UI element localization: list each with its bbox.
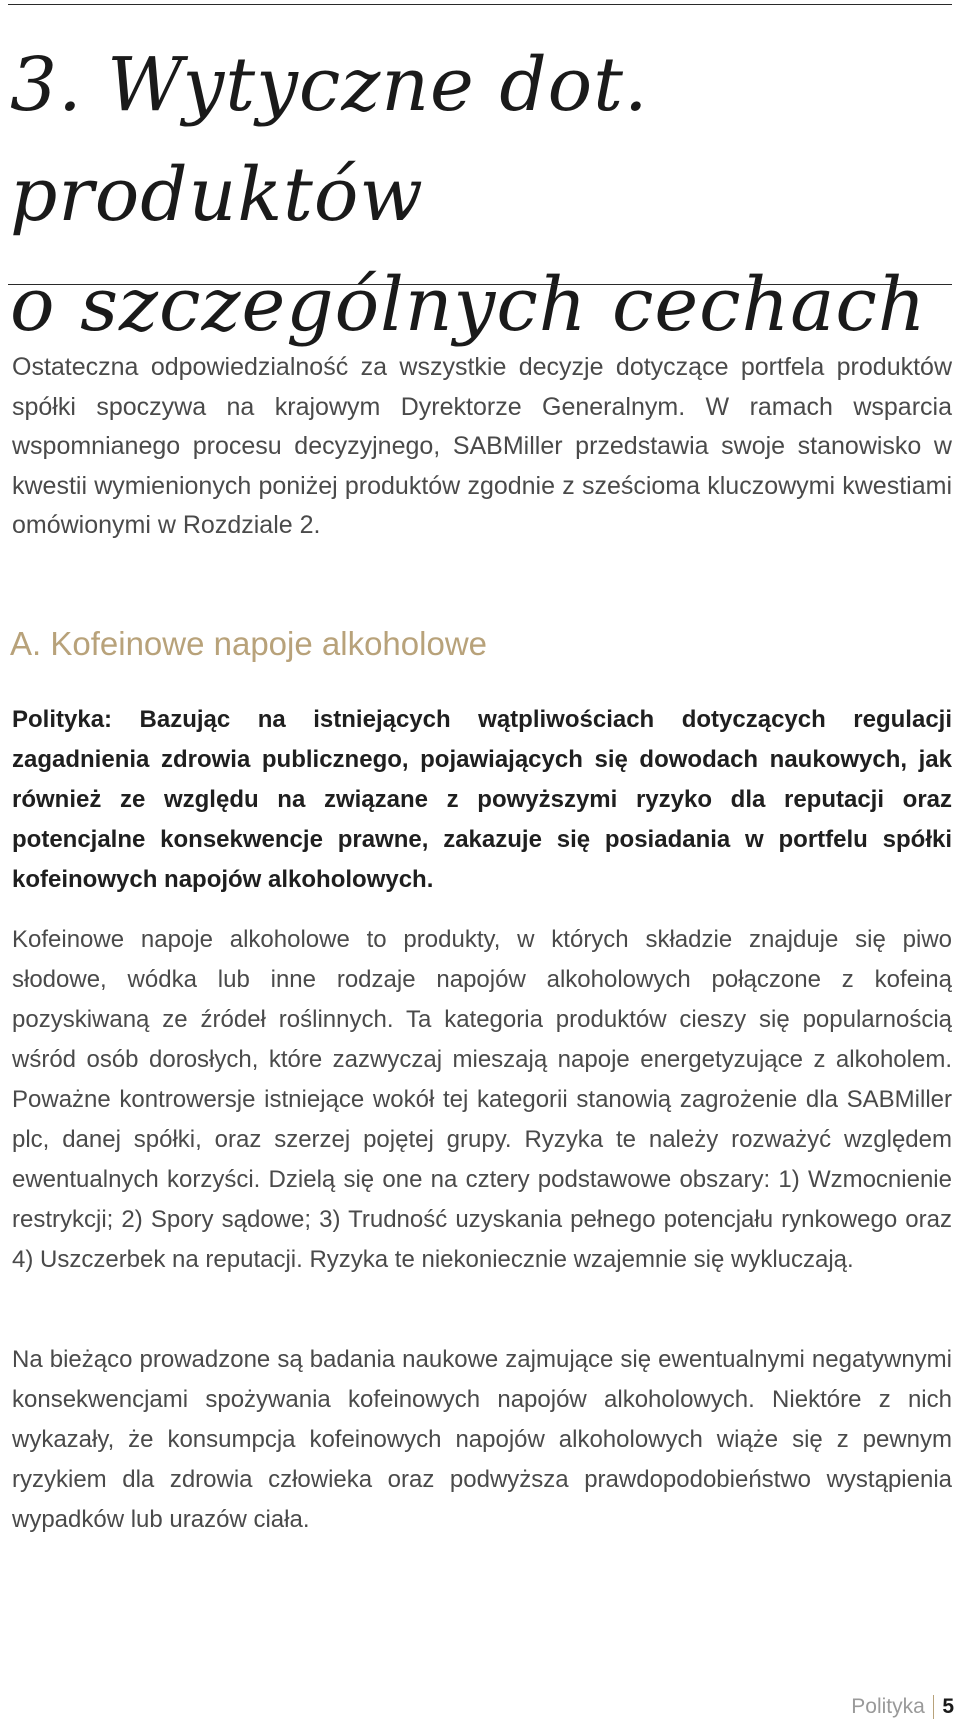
title-divider bbox=[8, 284, 952, 285]
policy-statement: Polityka: Bazując na istniejących wątpliwościach dotyczących regulacji zagadnienia zdrowia publicznego, pojawiających się dowodach naukowych, jak również ze względu na związane z powyższymi ryzyko dla reputacji oraz potencjalne konsekwencje prawne, zakazuje się posiadania w portfelu spółki kofeinowych napojów alkoholowych. bbox=[12, 706, 952, 893]
top-divider bbox=[8, 4, 952, 5]
body-paragraph-2: Na bieżąco prowadzone są badania naukowe zajmujące się ewentualnymi negatywnymi konsekwencjami spożywania kofeinowych napojów alkoholowych. Niektóre z nich wykazały, że konsumpcja kofeinowych napojów alkoholowych wiąże się z pewnym ryzykiem dla zdrowia człowieka oraz podwyższa prawdopodobieństwo wystąpienia wypadków lub urazów ciała. bbox=[12, 1346, 952, 1533]
footer-label: Polityka bbox=[851, 1695, 925, 1718]
page-footer bbox=[851, 1692, 954, 1722]
page-number: 5 bbox=[942, 1695, 954, 1718]
chapter-title: 3. Wytyczne dot. produktów o szczególnych cechach bbox=[10, 42, 927, 348]
section-heading: A. Kofeinowe napoje alkoholowe bbox=[10, 625, 488, 662]
body-paragraph-1: Kofeinowe napoje alkoholowe to produkty, w których składzie znajduje się piwo słodowe, wódka lub inne rodzaje napojów alkoholowych połączone z kofeiną pozyskiwaną ze źródeł roślinnych. Ta kategoria produktów cieszy się popularnością wśród osób dorosłych, które zazwyczaj mieszają napoje energetyzujące z alkoholem. Poważne kontrowersje istniejące wokół tej kategorii stanowią zagrożenie dla SABMiller plc, danej spółki, oraz szerzej pojętej grupy. Ryzyka te należy rozważyć względem ewentualnych korzyści. Dzielą się one na cztery podstawowe obszary: 1) Wzmocnienie restrykcji; 2) Spory sądowe; 3) Trudność uzyskania pełnego potencjału rynkowego oraz 4) Uszczerbek na reputacji. Ryzyka te niekoniecznie wzajemnie się wykluczają. bbox=[12, 926, 952, 1273]
intro-paragraph: Ostateczna odpowiedzialność za wszystkie decyzje dotyczące portfela produktów spółki spoczywa na krajowym Dyrektorze Generalnym. W ramach wsparcia wspomnianego procesu decyzyjnego, SABMiller przedstawia swoje stanowisko w kwestii wymienionych poniżej produktów zgodnie z sześcioma kluczowymi kwestiami omówionymi w Rozdziale 2. bbox=[12, 353, 952, 539]
footer-separator bbox=[933, 1695, 935, 1719]
